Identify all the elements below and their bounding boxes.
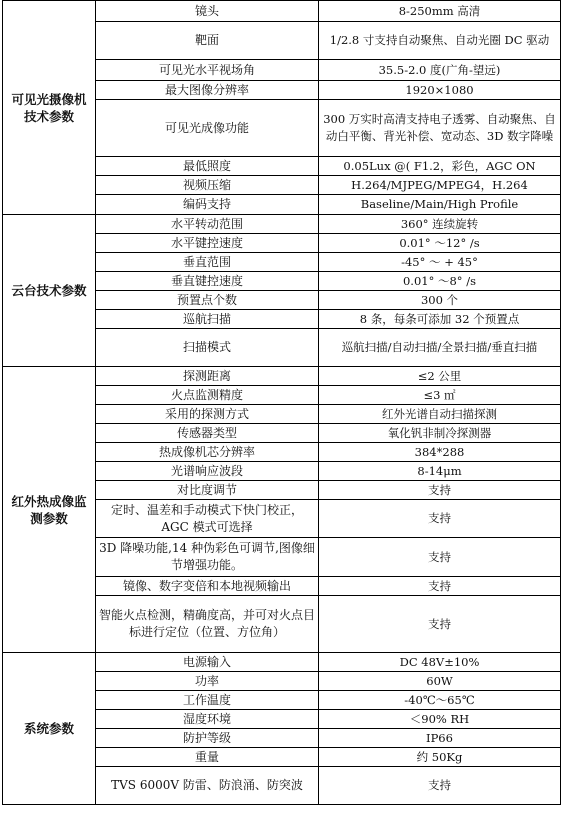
section-title: 可见光摄像机技术参数 — [3, 1, 96, 215]
param-value: 红外光谱自动扫描探测 — [319, 405, 561, 424]
param-name: 巡航扫描 — [96, 310, 319, 329]
param-name: 镜头 — [96, 1, 319, 22]
param-name: 水平键控速度 — [96, 234, 319, 253]
param-value: -45° ～ + 45° — [319, 253, 561, 272]
param-name: 防护等级 — [96, 729, 319, 748]
param-value: 60W — [319, 672, 561, 691]
param-value: ≤2 公里 — [319, 367, 561, 386]
param-value: 0.05Lux @( F1.2，彩色，AGC ON — [319, 157, 561, 176]
param-value: 360° 连续旋转 — [319, 215, 561, 234]
param-value: 支持 — [319, 481, 561, 500]
param-name: 重量 — [96, 748, 319, 767]
param-name: 编码支持 — [96, 195, 319, 215]
param-value: 8-250mm 高清 — [319, 1, 561, 22]
section-title: 系统参数 — [3, 653, 96, 805]
param-name: 预置点个数 — [96, 291, 319, 310]
table-row — [3, 1, 561, 22]
param-name: 水平转动范围 — [96, 215, 319, 234]
param-value: 支持 — [319, 577, 561, 596]
param-value: 支持 — [319, 767, 561, 805]
param-name: 垂直键控速度 — [96, 272, 319, 291]
param-name: 工作温度 — [96, 691, 319, 710]
param-value: IP66 — [319, 729, 561, 748]
param-name: 采用的探测方式 — [96, 405, 319, 424]
param-value: DC 48V±10% — [319, 653, 561, 672]
param-name: 镜像、数字变倍和本地视频输出 — [96, 577, 319, 596]
param-name: 最大图像分辨率 — [96, 81, 319, 100]
param-value: 300 个 — [319, 291, 561, 310]
param-value: H.264/MJPEG/MPEG4，H.264 — [319, 176, 561, 195]
param-value: 支持 — [319, 500, 561, 538]
param-name: 热成像机芯分辨率 — [96, 443, 319, 462]
param-value: 384*288 — [319, 443, 561, 462]
param-value: -40℃～65℃ — [319, 691, 561, 710]
table-row — [3, 367, 561, 386]
param-name: 可见光成像功能 — [96, 100, 319, 157]
table-row — [3, 215, 561, 234]
param-value: 1/2.8 寸支持自动聚焦、自动光圈 DC 驱动 — [319, 22, 561, 60]
param-name: 湿度环境 — [96, 710, 319, 729]
param-value: Baseline/Main/High Profile — [319, 195, 561, 215]
param-name: 3D 降噪功能,14 种伪彩色可调节,图像细节增强功能。 — [96, 538, 319, 577]
param-name: 垂直范围 — [96, 253, 319, 272]
param-name: 对比度调节 — [96, 481, 319, 500]
param-name: 火点监测精度 — [96, 386, 319, 405]
param-value: 35.5-2.0 度(广角-望远) — [319, 60, 561, 81]
param-name: 可见光水平视场角 — [96, 60, 319, 81]
param-value: 1920×1080 — [319, 81, 561, 100]
param-name: 扫描模式 — [96, 329, 319, 367]
param-name: 最低照度 — [96, 157, 319, 176]
table-row — [3, 653, 561, 672]
param-value: ≤3 ㎡ — [319, 386, 561, 405]
param-value: 8 条，每条可添加 32 个预置点 — [319, 310, 561, 329]
param-value: 支持 — [319, 538, 561, 577]
param-value: 支持 — [319, 596, 561, 653]
section-title: 云台技术参数 — [3, 215, 96, 367]
param-value: 约 50Kg — [319, 748, 561, 767]
section-title: 红外热成像监测参数 — [3, 367, 96, 653]
param-value: ＜90% RH — [319, 710, 561, 729]
param-name: TVS 6000V 防雷、防浪涌、防突波 — [96, 767, 319, 805]
param-name: 传感器类型 — [96, 424, 319, 443]
param-value: 0.01° ～12° /s — [319, 234, 561, 253]
param-name: 视频压缩 — [96, 176, 319, 195]
param-name: 功率 — [96, 672, 319, 691]
spec-table — [2, 0, 561, 805]
param-value: 氧化钒非制冷探测器 — [319, 424, 561, 443]
param-value: 8-14μm — [319, 462, 561, 481]
param-value: 300 万实时高清支持电子透雾、自动聚焦、自动白平衡、背光补偿、宽动态、3D 数字降噪 — [319, 100, 561, 157]
param-name: 探测距离 — [96, 367, 319, 386]
param-name: 电源输入 — [96, 653, 319, 672]
param-value: 巡航扫描/自动扫描/全景扫描/垂直扫描 — [319, 329, 561, 367]
param-value: 0.01° ～8° /s — [319, 272, 561, 291]
param-name: 定时、温差和手动模式下快门校正，AGC 模式可选择 — [96, 500, 319, 538]
param-name: 靶面 — [96, 22, 319, 60]
param-name: 智能火点检测，精确度高，并可对火点目标进行定位（位置、方位角） — [96, 596, 319, 653]
param-name: 光谱响应波段 — [96, 462, 319, 481]
